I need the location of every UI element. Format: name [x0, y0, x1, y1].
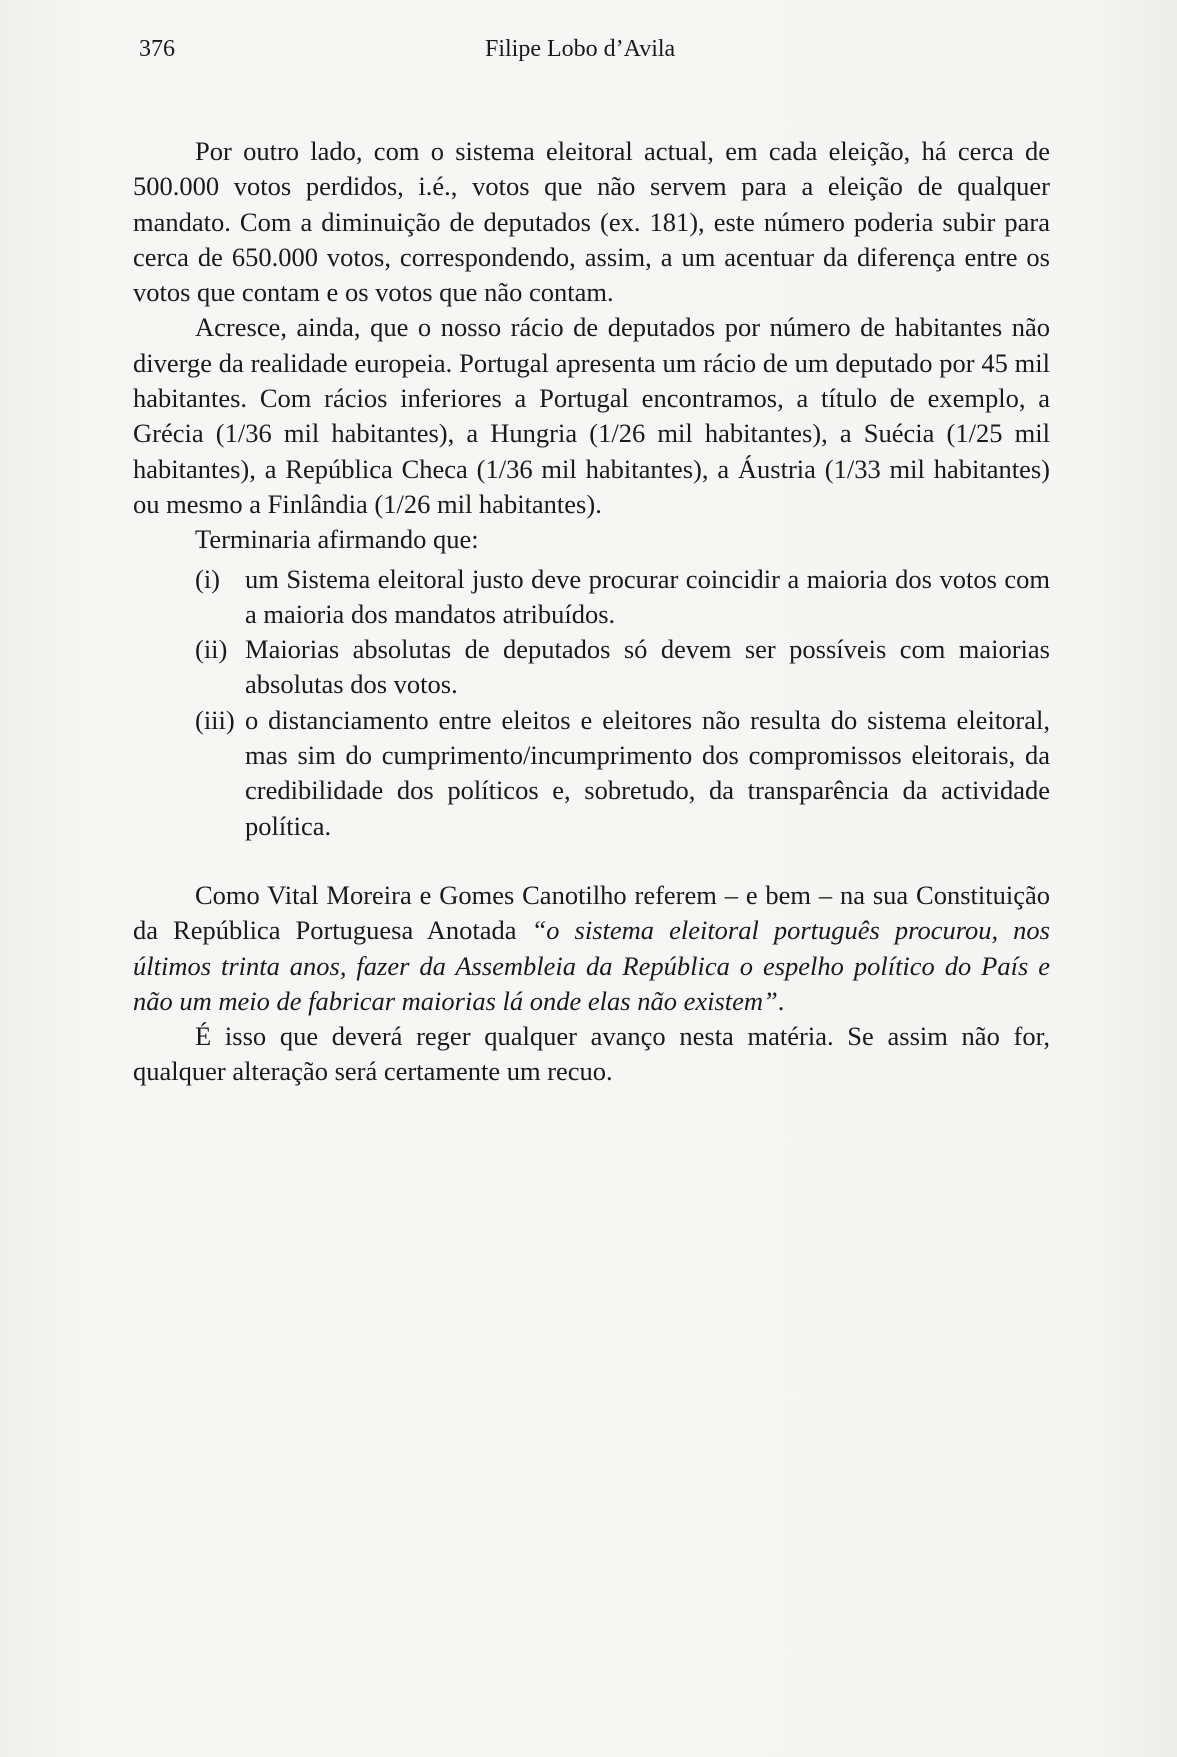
list-item-text: um Sistema eleitoral justo deve procurar coincidir a maioria dos votos com a maioria dos mandatos atribuídos.	[245, 563, 1050, 629]
quote-intro: Como Vital Moreira e Gomes Canotilho referem – e bem – na sua Constituição da República Portuguesa Anotada	[133, 879, 1050, 946]
page-header	[139, 36, 1057, 70]
list-marker: (iii)	[195, 704, 235, 735]
list-item	[133, 562, 1050, 633]
body-text	[133, 134, 1050, 1090]
list-marker: (i)	[195, 563, 221, 594]
list-marker: (ii)	[195, 634, 228, 665]
italic-quotation: “o sistema eleitoral português procurou, nos últimos trinta anos, fazer da Assembleia da República o espelho político do País e não um meio de fabricar maiorias lá onde elas não existem”	[133, 915, 1050, 1016]
paragraph: É isso que deverá reger qualquer avanço nesta matéria. Se assim não for, qualquer alteração será certamente um recuo.	[133, 1021, 1050, 1087]
conclusion-list	[133, 562, 1050, 844]
quote-end: .	[777, 985, 785, 1016]
list-item-text: o distanciamento entre eleitos e eleitores não resulta do sistema eleitoral, mas sim do cumprimento/incumprimento dos compromissos eleitorais, da credibilidade dos políticos e, sobretudo, da transparência da actividade política.	[245, 704, 1050, 841]
paragraph: Acresce, ainda, que o nosso rácio de deputados por número de habitantes não diverge da realidade europeia. Portugal apresenta um rácio de um deputado por 45 mil habitantes. Com rácios inferiores a Portugal encontramos, a título de exemplo, a Grécia (1/36 mil habitantes), a Hungria (1/26 mil habitantes), a Suécia (1/25 mil habitantes), a República Checa (1/36 mil habitantes), a Áustria (1/33 mil habitantes) ou mesmo a Finlândia (1/26 mil habitantes).	[133, 312, 1050, 519]
paragraph: Por outro lado, com o sistema eleitoral actual, em cada eleição, há cerca de 500.000 votos perdidos, i.é., votos que não servem para a eleição de qualquer mandato. Com a diminuição de deputados (ex. 181), este número poderia subir para cerca de 650.000 votos, correspondendo, assim, a um acentuar da diferença entre os votos que contam e os votos que não contam.	[133, 136, 1050, 308]
running-head-author: Filipe Lobo d’Avila	[485, 36, 676, 62]
paragraph-quote	[133, 878, 1050, 1019]
section-gap	[133, 844, 1050, 878]
paragraph: Terminaria afirmando que:	[195, 524, 479, 555]
list-item-text: Maiorias absolutas de deputados só devem ser possíveis com maiorias absolutas dos votos.	[245, 634, 1050, 700]
list-item	[133, 703, 1050, 844]
page-number: 376	[139, 36, 175, 62]
list-item	[133, 632, 1050, 703]
